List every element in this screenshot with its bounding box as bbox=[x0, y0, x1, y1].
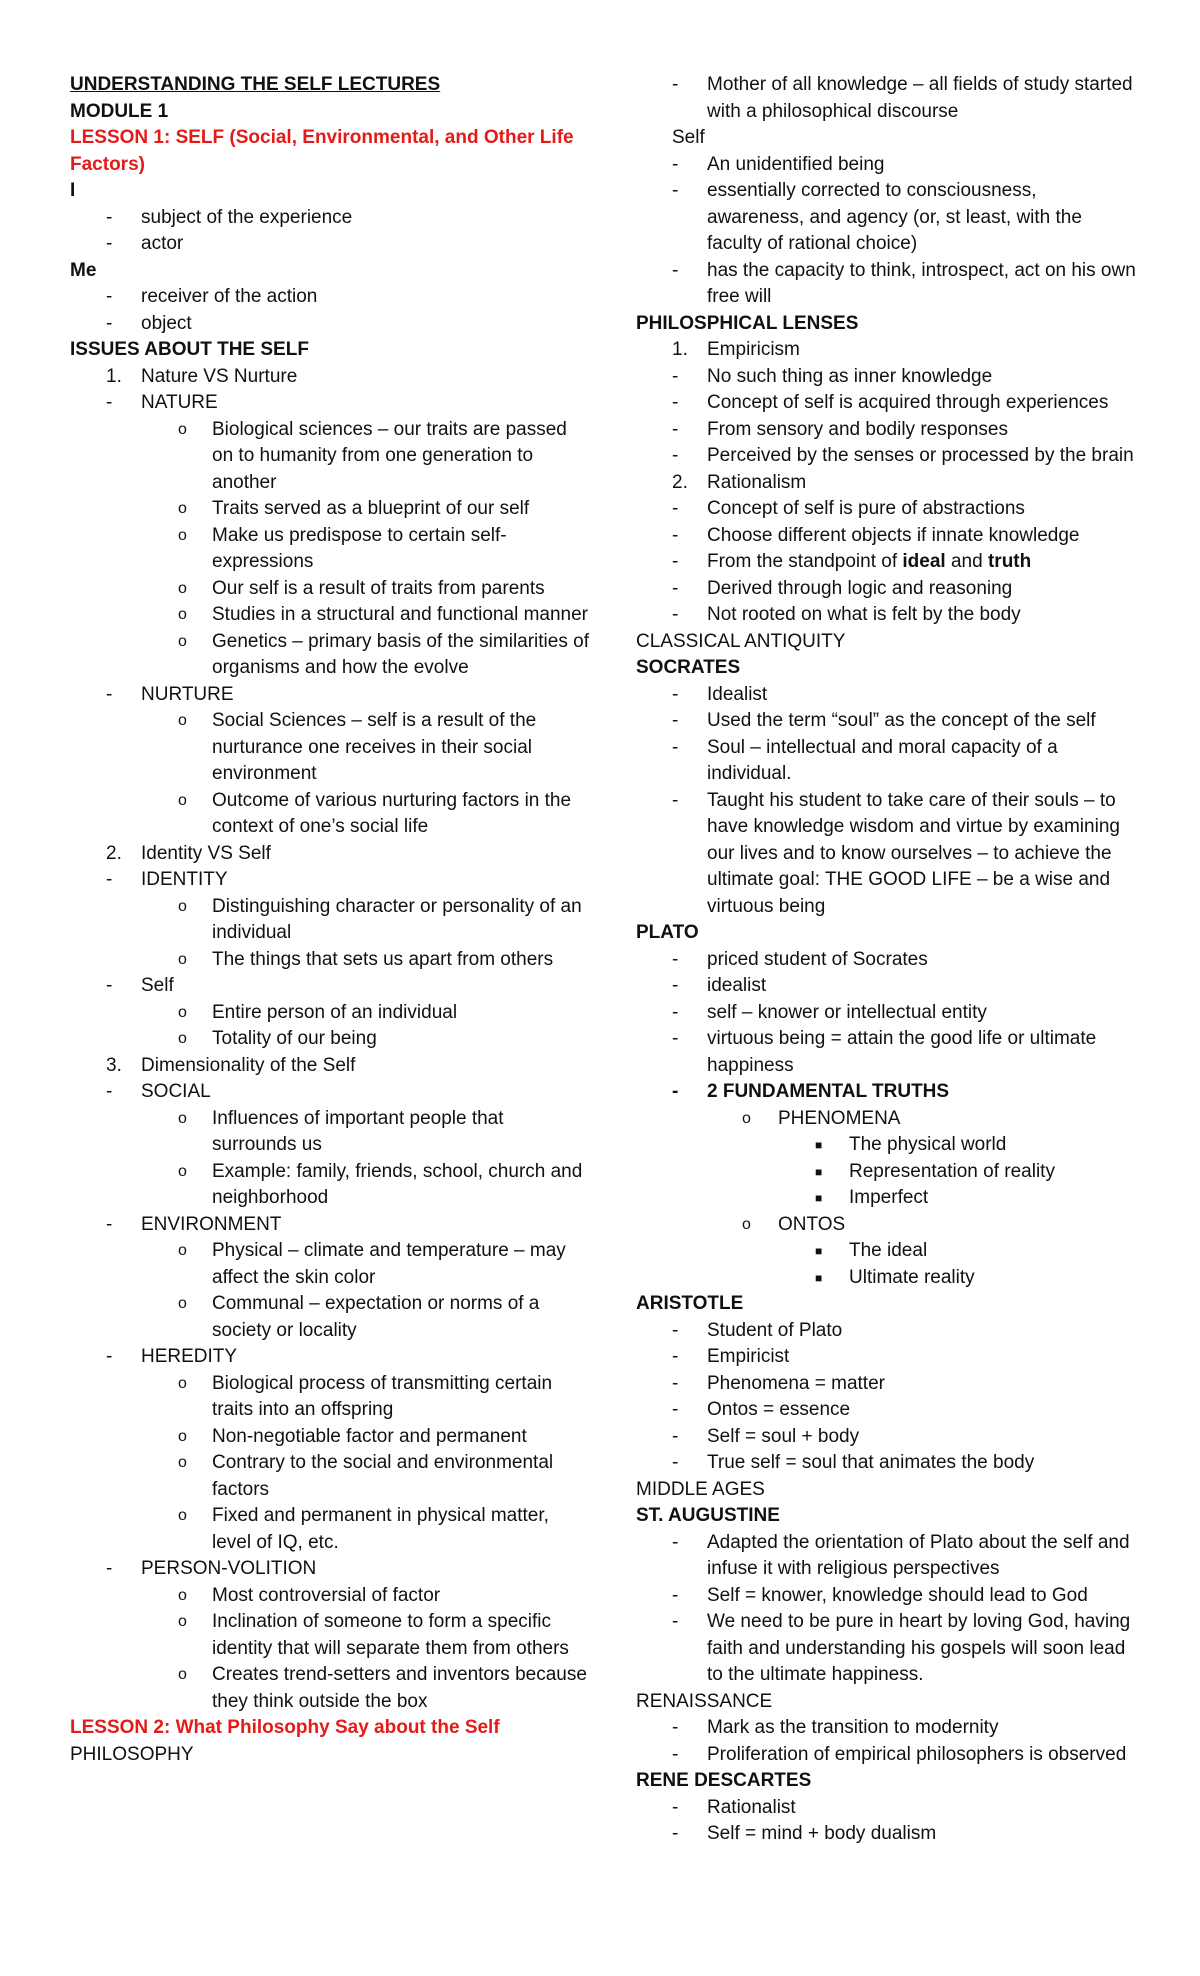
heading bbox=[636, 1768, 1136, 1795]
list-item bbox=[70, 1079, 590, 1106]
list-item bbox=[70, 602, 590, 629]
list-item bbox=[70, 1291, 590, 1344]
line-text: LESSON 2: What Philosophy Say about the Self bbox=[70, 1717, 500, 1738]
list-item bbox=[70, 496, 590, 523]
line-text: HEREDITY bbox=[141, 1346, 238, 1367]
right-column bbox=[636, 72, 1136, 1848]
line-text: RENAISSANCE bbox=[636, 1690, 773, 1712]
line-text: ST. AUGUSTINE bbox=[636, 1505, 780, 1526]
line-text: I bbox=[70, 180, 76, 201]
line-text: self – knower or intellectual entity bbox=[707, 1001, 987, 1023]
list-item bbox=[70, 390, 590, 417]
line-text: Entire person of an individual bbox=[212, 1001, 458, 1023]
heading bbox=[636, 1503, 1136, 1530]
list-item bbox=[636, 364, 1136, 391]
line-text: ONTOS bbox=[778, 1213, 846, 1235]
list-marker: - bbox=[672, 710, 679, 731]
list-marker: ■ bbox=[815, 1270, 823, 1285]
list-item bbox=[70, 1556, 590, 1583]
text-line bbox=[70, 1742, 590, 1769]
list-marker: - bbox=[106, 1346, 113, 1367]
list-item bbox=[70, 1662, 590, 1715]
line-text: Ultimate reality bbox=[849, 1266, 975, 1288]
list-marker: - bbox=[672, 153, 679, 175]
text-line bbox=[636, 125, 1136, 152]
line-text: Self = mind + body dualism bbox=[707, 1823, 937, 1844]
list-item bbox=[636, 1185, 1136, 1212]
line-text: PHILOSPHICAL LENSES bbox=[636, 312, 859, 334]
list-marker: - bbox=[672, 551, 679, 572]
list-marker: - bbox=[672, 1319, 679, 1341]
line-text: Rationalist bbox=[707, 1796, 796, 1818]
list-item bbox=[636, 337, 1136, 364]
line-text: Identity VS Self bbox=[141, 842, 271, 864]
list-marker: - bbox=[672, 1743, 679, 1765]
list-item bbox=[636, 1026, 1136, 1079]
list-marker: o bbox=[178, 1454, 187, 1471]
list-marker: ■ bbox=[815, 1191, 823, 1205]
list-item bbox=[70, 1503, 590, 1556]
list-item bbox=[636, 549, 1136, 576]
list-marker: o bbox=[742, 1109, 751, 1127]
line-text: Choose different objects if innate knowledge bbox=[707, 524, 1080, 546]
line-text: True self = soul that animates the body bbox=[707, 1452, 1035, 1473]
list-item bbox=[70, 1212, 590, 1239]
list-marker: - bbox=[672, 1372, 679, 1394]
line-text: Outcome of various nurturing factors in the context of one’s social life bbox=[212, 789, 572, 837]
list-marker: o bbox=[178, 1242, 187, 1259]
line-text: The physical world bbox=[849, 1134, 1007, 1155]
line-text: Imperfect bbox=[849, 1187, 929, 1208]
list-item bbox=[70, 1026, 590, 1053]
list-marker: 1. bbox=[106, 365, 122, 387]
list-marker: - bbox=[106, 869, 113, 890]
list-item bbox=[636, 72, 1136, 125]
list-item bbox=[70, 417, 590, 497]
list-marker: o bbox=[178, 1613, 187, 1630]
list-marker: o bbox=[178, 950, 187, 968]
heading bbox=[70, 178, 590, 205]
list-marker: - bbox=[672, 1425, 679, 1447]
line-text: Representation of reality bbox=[849, 1160, 1055, 1182]
list-item bbox=[636, 1079, 1136, 1106]
list-item bbox=[636, 1318, 1136, 1345]
list-marker: - bbox=[672, 445, 679, 466]
line-text: and bbox=[945, 551, 988, 572]
line-text: Self bbox=[672, 127, 705, 148]
line-text: Derived through logic and reasoning bbox=[707, 577, 1013, 599]
list-item bbox=[70, 629, 590, 682]
line-text: Our self is a result of traits from parents bbox=[212, 577, 545, 599]
list-item bbox=[636, 1106, 1136, 1133]
line-text: Biological sciences – our traits are passed on to humanity from one generation to another bbox=[212, 418, 567, 493]
heading bbox=[636, 1291, 1136, 1318]
list-marker: o bbox=[178, 1427, 187, 1445]
list-item bbox=[636, 1450, 1136, 1477]
line-text: Mother of all knowledge – all fields of study started with a philosophical discourse bbox=[707, 74, 1133, 122]
list-marker: 1. bbox=[672, 339, 688, 360]
list-marker: - bbox=[672, 1611, 679, 1632]
bold-term: ideal bbox=[902, 551, 946, 572]
list-item bbox=[70, 947, 590, 974]
line-text: receiver of the action bbox=[141, 286, 318, 307]
list-item bbox=[70, 708, 590, 788]
list-marker: - bbox=[672, 577, 679, 599]
line-text: ARISTOTLE bbox=[636, 1293, 744, 1314]
list-item bbox=[636, 178, 1136, 258]
line-text: Concept of self is acquired through experiences bbox=[707, 392, 1109, 413]
list-item bbox=[636, 1132, 1136, 1159]
line-text: Not rooted on what is felt by the body bbox=[707, 604, 1021, 625]
list-marker: - bbox=[672, 975, 679, 996]
line-text: subject of the experience bbox=[141, 206, 353, 228]
list-marker: o bbox=[178, 1109, 187, 1127]
list-marker: ■ bbox=[815, 1138, 823, 1152]
line-text: CLASSICAL ANTIQUITY bbox=[636, 630, 846, 652]
list-marker: o bbox=[178, 1586, 187, 1604]
list-marker: o bbox=[178, 791, 187, 809]
line-text: Phenomena = matter bbox=[707, 1372, 885, 1394]
list-item bbox=[636, 1000, 1136, 1027]
list-marker: o bbox=[178, 420, 187, 438]
list-marker: - bbox=[106, 286, 113, 307]
heading bbox=[70, 337, 590, 364]
list-marker: - bbox=[672, 789, 679, 811]
line-text: An unidentified being bbox=[707, 153, 885, 175]
list-marker: o bbox=[742, 1215, 751, 1233]
list-item bbox=[70, 364, 590, 391]
line-text: Influences of important people that surrounds us bbox=[212, 1107, 504, 1155]
line-text: virtuous being = attain the good life or ultimate happiness bbox=[707, 1028, 1097, 1076]
list-item bbox=[636, 1609, 1136, 1689]
line-text: essentially corrected to consciousness, awareness, and agency (or, st least, with the faculty of rational choice) bbox=[707, 180, 1082, 254]
list-item bbox=[70, 231, 590, 258]
line-text: PHENOMENA bbox=[778, 1107, 901, 1129]
list-item bbox=[636, 1212, 1136, 1239]
list-item bbox=[636, 1742, 1136, 1769]
line-text: Me bbox=[70, 259, 97, 281]
heading bbox=[70, 72, 590, 99]
line-text: Creates trend-setters and inventors because they think outside the box bbox=[212, 1664, 587, 1712]
line-text: Fixed and permanent in physical matter, level of IQ, etc. bbox=[212, 1505, 549, 1553]
list-marker: - bbox=[106, 392, 113, 413]
line-text: Perceived by the senses or processed by the brain bbox=[707, 445, 1134, 466]
line-text: Empiricism bbox=[707, 339, 800, 360]
list-item bbox=[70, 1424, 590, 1451]
list-marker: - bbox=[672, 1001, 679, 1023]
list-item bbox=[70, 523, 590, 576]
list-marker: - bbox=[106, 1558, 113, 1579]
line-text: Rationalism bbox=[707, 471, 807, 493]
line-text: priced student of Socrates bbox=[707, 948, 928, 970]
list-item bbox=[70, 576, 590, 603]
list-item bbox=[636, 1821, 1136, 1848]
list-item bbox=[70, 1609, 590, 1662]
line-text: Soul – intellectual and moral capacity of a individual. bbox=[707, 736, 1058, 784]
list-item bbox=[636, 708, 1136, 735]
line-text: actor bbox=[141, 233, 184, 254]
list-marker: - bbox=[106, 1081, 113, 1102]
left-column bbox=[70, 72, 590, 1768]
list-marker: - bbox=[672, 1717, 679, 1738]
list-item bbox=[636, 1530, 1136, 1583]
list-item bbox=[70, 973, 590, 1000]
line-text: NATURE bbox=[141, 392, 218, 413]
list-item bbox=[636, 1715, 1136, 1742]
line-text: PHILOSOPHY bbox=[70, 1743, 194, 1765]
list-item bbox=[70, 1053, 590, 1080]
lesson-title bbox=[70, 1715, 590, 1742]
list-marker: - bbox=[106, 683, 113, 705]
list-marker: - bbox=[672, 1796, 679, 1818]
list-marker: o bbox=[178, 606, 187, 623]
list-item bbox=[70, 311, 590, 338]
list-item bbox=[70, 682, 590, 709]
line-text: Mark as the transition to modernity bbox=[707, 1717, 999, 1738]
list-marker: - bbox=[672, 524, 679, 546]
line-text: Make us predispose to certain self-expressions bbox=[212, 524, 507, 572]
list-marker: - bbox=[672, 736, 679, 758]
line-text: 2 FUNDAMENTAL TRUTHS bbox=[707, 1081, 950, 1102]
list-marker: - bbox=[106, 1213, 113, 1235]
line-text: Adapted the orientation of Plato about the self and infuse it with religious perspectives bbox=[707, 1531, 1130, 1579]
list-item bbox=[636, 1371, 1136, 1398]
line-text: ENVIRONMENT bbox=[141, 1213, 282, 1235]
list-marker: o bbox=[178, 897, 187, 915]
list-marker: - bbox=[672, 418, 679, 440]
line-text: Communal – expectation or norms of a society or locality bbox=[212, 1293, 540, 1341]
list-marker: ■ bbox=[815, 1164, 823, 1179]
list-marker: o bbox=[178, 1162, 187, 1180]
line-text: Idealist bbox=[707, 683, 768, 705]
list-item bbox=[70, 894, 590, 947]
list-item bbox=[636, 1238, 1136, 1265]
line-text: Physical – climate and temperature – may affect the skin color bbox=[212, 1240, 566, 1288]
list-item bbox=[636, 1583, 1136, 1610]
line-text: UNDERSTANDING THE SELF LECTURES bbox=[70, 74, 441, 95]
line-text: MODULE 1 bbox=[70, 100, 169, 122]
list-item bbox=[70, 867, 590, 894]
line-text: object bbox=[141, 312, 192, 334]
list-marker: - bbox=[106, 975, 113, 996]
list-item bbox=[636, 1795, 1136, 1822]
line-text: Self bbox=[141, 975, 174, 996]
list-marker: 3. bbox=[106, 1054, 122, 1076]
line-text: The ideal bbox=[849, 1240, 928, 1261]
list-marker: - bbox=[672, 1028, 679, 1049]
list-item bbox=[70, 1000, 590, 1027]
list-marker: - bbox=[672, 74, 679, 95]
heading bbox=[70, 99, 590, 126]
line-text: idealist bbox=[707, 975, 767, 996]
list-marker: - bbox=[672, 180, 679, 201]
list-marker: - bbox=[672, 948, 679, 970]
line-text: NURTURE bbox=[141, 683, 234, 705]
list-item bbox=[636, 1397, 1136, 1424]
list-marker: - bbox=[672, 259, 679, 281]
list-item bbox=[70, 1159, 590, 1212]
list-item bbox=[636, 947, 1136, 974]
list-item bbox=[636, 735, 1136, 788]
list-marker: o bbox=[178, 1030, 187, 1047]
list-marker: o bbox=[178, 1295, 187, 1312]
list-item bbox=[70, 1238, 590, 1291]
line-text: Proliferation of empirical philosophers is observed bbox=[707, 1743, 1127, 1765]
list-item bbox=[636, 390, 1136, 417]
line-text: LESSON 1: SELF (Social, Environmental, and Other Life Factors) bbox=[70, 127, 574, 175]
list-item bbox=[70, 284, 590, 311]
line-text: MIDDLE AGES bbox=[636, 1478, 765, 1500]
list-item bbox=[636, 152, 1136, 179]
line-text: Ontos = essence bbox=[707, 1399, 851, 1420]
text-line bbox=[636, 1477, 1136, 1504]
bold-term: truth bbox=[987, 551, 1032, 572]
line-text: From the standpoint of bbox=[707, 551, 903, 572]
list-marker: - bbox=[672, 1823, 679, 1844]
list-item bbox=[636, 682, 1136, 709]
line-text: Self = knower, knowledge should lead to God bbox=[707, 1584, 1088, 1606]
line-text: ISSUES ABOUT THE SELF bbox=[70, 339, 309, 360]
list-marker: - bbox=[672, 1584, 679, 1606]
list-item bbox=[70, 1106, 590, 1159]
line-text: No such thing as inner knowledge bbox=[707, 365, 993, 387]
heading bbox=[636, 655, 1136, 682]
list-marker: - bbox=[106, 312, 113, 334]
line-text: Distinguishing character or personality of an individual bbox=[212, 895, 582, 943]
list-item bbox=[636, 602, 1136, 629]
list-marker: o bbox=[178, 1003, 187, 1021]
list-item bbox=[636, 788, 1136, 921]
text-line bbox=[636, 629, 1136, 656]
list-item bbox=[636, 1344, 1136, 1371]
line-text: Most controversial of factor bbox=[212, 1584, 441, 1606]
list-marker: o bbox=[178, 526, 187, 544]
list-item bbox=[636, 496, 1136, 523]
line-text: SOCIAL bbox=[141, 1081, 211, 1102]
list-marker: o bbox=[178, 712, 187, 729]
list-item bbox=[636, 443, 1136, 470]
text-line bbox=[636, 1689, 1136, 1716]
list-marker: - bbox=[672, 1452, 679, 1473]
list-item bbox=[636, 973, 1136, 1000]
line-text: has the capacity to think, introspect, act on his own free will bbox=[707, 259, 1136, 307]
line-text: SOCRATES bbox=[636, 657, 741, 678]
list-marker: o bbox=[178, 1666, 187, 1683]
line-text: PERSON-VOLITION bbox=[141, 1558, 317, 1579]
list-item bbox=[70, 788, 590, 841]
list-marker: o bbox=[178, 579, 187, 597]
line-text: Empiricist bbox=[707, 1346, 790, 1367]
list-item bbox=[636, 1265, 1136, 1292]
line-text: We need to be pure in heart by loving God, having faith and understanding his gospels will soon lead to the ultimate happiness. bbox=[707, 1611, 1131, 1685]
line-text: Traits served as a blueprint of our self bbox=[212, 498, 530, 519]
list-item bbox=[70, 1583, 590, 1610]
line-text: From sensory and bodily responses bbox=[707, 418, 1008, 440]
line-text: Taught his student to take care of their souls – to have knowledge wisdom and virtue by examining our lives and to know ourselves – to achieve the ultimate goal: THE GOOD LIFE – be a wise and virtuous being bbox=[707, 789, 1120, 917]
list-marker: - bbox=[672, 683, 679, 705]
line-text: RENE DESCARTES bbox=[636, 1770, 812, 1791]
line-text: Self = soul + body bbox=[707, 1425, 860, 1447]
list-marker: - bbox=[672, 1346, 679, 1367]
line-text: Totality of our being bbox=[212, 1028, 377, 1049]
list-marker: - bbox=[672, 604, 679, 625]
list-item bbox=[636, 523, 1136, 550]
line-text: Concept of self is pure of abstractions bbox=[707, 498, 1025, 519]
heading bbox=[636, 311, 1136, 338]
lesson-title bbox=[70, 125, 590, 178]
list-item bbox=[636, 470, 1136, 497]
list-marker: o bbox=[178, 1374, 187, 1392]
list-marker: ■ bbox=[815, 1244, 823, 1258]
line-text: IDENTITY bbox=[141, 869, 228, 890]
list-marker: 2. bbox=[106, 842, 122, 864]
line-text: Social Sciences – self is a result of the nurturance one receives in their social environment bbox=[212, 710, 537, 784]
line-text: Studies in a structural and functional manner bbox=[212, 604, 588, 625]
list-marker: - bbox=[106, 206, 113, 228]
list-item bbox=[636, 1159, 1136, 1186]
list-marker: o bbox=[178, 632, 187, 650]
list-item bbox=[70, 841, 590, 868]
heading bbox=[636, 920, 1136, 947]
line-text: Biological process of transmitting certain traits into an offspring bbox=[212, 1372, 553, 1420]
list-marker: o bbox=[178, 1507, 187, 1524]
list-item bbox=[636, 1424, 1136, 1451]
list-marker: o bbox=[178, 500, 187, 517]
list-item bbox=[70, 1344, 590, 1371]
list-marker: - bbox=[672, 1399, 679, 1420]
list-item bbox=[70, 205, 590, 232]
heading bbox=[70, 258, 590, 285]
list-item bbox=[636, 417, 1136, 444]
line-text: Used the term “soul” as the concept of the self bbox=[707, 710, 1096, 731]
line-text: Inclination of someone to form a specific identity that will separate them from others bbox=[212, 1611, 569, 1659]
list-marker: - bbox=[672, 392, 679, 413]
list-item bbox=[636, 258, 1136, 311]
line-text: PLATO bbox=[636, 922, 699, 943]
list-item bbox=[636, 576, 1136, 603]
list-marker: - bbox=[672, 1081, 679, 1102]
list-marker: - bbox=[106, 233, 113, 254]
line-text: Genetics – primary basis of the similarities of organisms and how the evolve bbox=[212, 630, 589, 678]
list-marker: 2. bbox=[672, 471, 688, 493]
list-item bbox=[70, 1371, 590, 1424]
line-text: Student of Plato bbox=[707, 1319, 843, 1341]
list-item bbox=[70, 1450, 590, 1503]
list-marker: - bbox=[672, 1531, 679, 1553]
line-text: The things that sets us apart from others bbox=[212, 948, 554, 970]
list-marker: - bbox=[672, 498, 679, 519]
line-text: Non-negotiable factor and permanent bbox=[212, 1425, 527, 1447]
line-text: Dimensionality of the Self bbox=[141, 1054, 356, 1076]
line-text: Nature VS Nurture bbox=[141, 365, 298, 387]
line-text: Example: family, friends, school, church and neighborhood bbox=[212, 1160, 583, 1208]
line-text: Contrary to the social and environmental factors bbox=[212, 1452, 554, 1500]
list-marker: - bbox=[672, 365, 679, 387]
